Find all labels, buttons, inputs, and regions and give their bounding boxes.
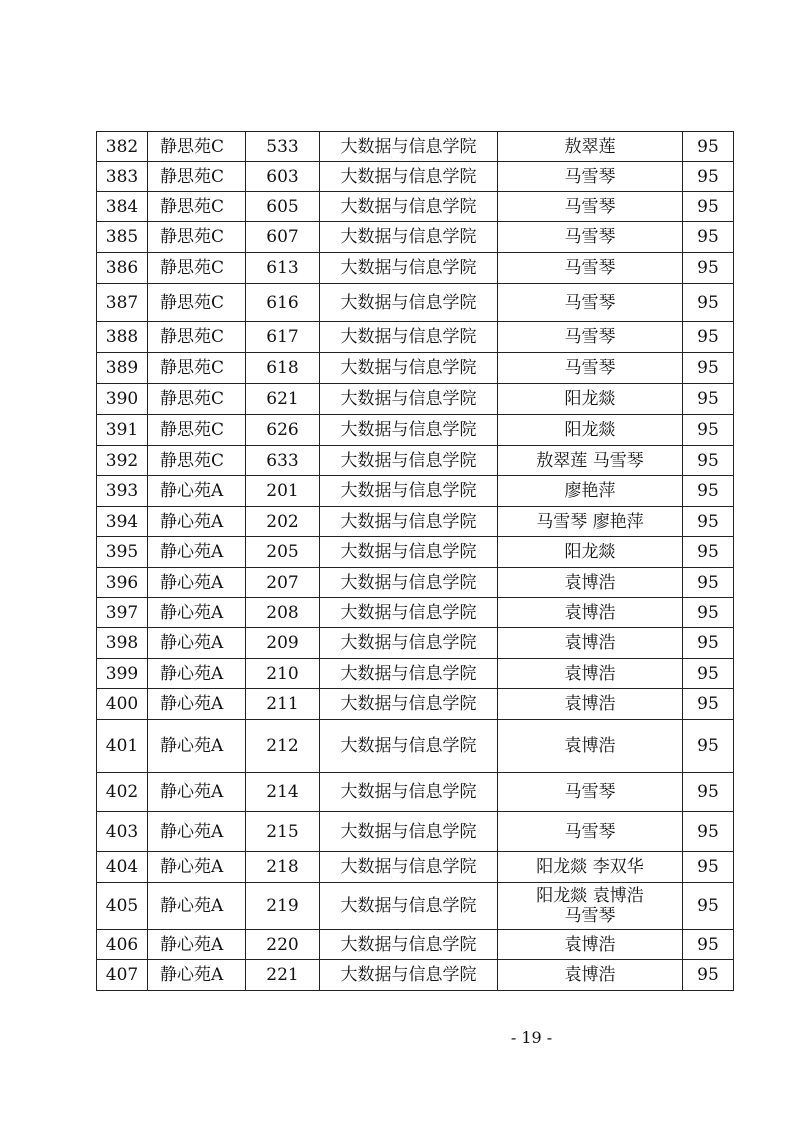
table-row [97, 852, 734, 883]
row-number-cell: 386 [97, 253, 148, 284]
room-cell: 212 [246, 720, 320, 773]
building-cell: 静思苑C [148, 132, 246, 162]
row-number-cell: 393 [97, 476, 148, 507]
score-cell: 95 [683, 322, 734, 353]
building-cell: 静思苑C [148, 162, 246, 192]
building-cell: 静思苑C [148, 222, 246, 253]
college-cell: 大数据与信息学院 [320, 222, 498, 253]
college-cell: 大数据与信息学院 [320, 537, 498, 568]
table-row [97, 415, 734, 446]
score-cell: 95 [683, 353, 734, 384]
table-row [97, 689, 734, 720]
score-cell: 95 [683, 628, 734, 659]
counselor-cell: 袁博浩 [498, 930, 683, 960]
college-cell: 大数据与信息学院 [320, 628, 498, 659]
building-cell: 静心苑A [148, 476, 246, 507]
counselor-cell: 袁博浩 [498, 960, 683, 991]
building-cell: 静心苑A [148, 507, 246, 537]
building-cell: 静心苑A [148, 960, 246, 991]
counselor-cell: 马雪琴 [498, 222, 683, 253]
score-cell: 95 [683, 720, 734, 773]
score-cell: 95 [683, 162, 734, 192]
row-number-cell: 399 [97, 659, 148, 689]
building-cell: 静心苑A [148, 537, 246, 568]
row-number-cell: 391 [97, 415, 148, 446]
room-cell: 214 [246, 773, 320, 812]
page-number: - 19 - [510, 1028, 553, 1047]
table-row [97, 659, 734, 689]
room-cell: 603 [246, 162, 320, 192]
college-cell: 大数据与信息学院 [320, 720, 498, 773]
room-cell: 617 [246, 322, 320, 353]
college-cell: 大数据与信息学院 [320, 476, 498, 507]
row-number-cell: 388 [97, 322, 148, 353]
score-cell: 95 [683, 384, 734, 415]
table-row [97, 812, 734, 852]
room-cell: 621 [246, 384, 320, 415]
college-cell: 大数据与信息学院 [320, 253, 498, 284]
row-number-cell: 389 [97, 353, 148, 384]
college-cell: 大数据与信息学院 [320, 507, 498, 537]
building-cell: 静心苑A [148, 852, 246, 883]
counselor-cell: 廖艳萍 [498, 476, 683, 507]
table-row [97, 773, 734, 812]
college-cell: 大数据与信息学院 [320, 353, 498, 384]
table-row [97, 960, 734, 991]
college-cell: 大数据与信息学院 [320, 960, 498, 991]
row-number-cell: 385 [97, 222, 148, 253]
table-row [97, 192, 734, 222]
row-number-cell: 396 [97, 568, 148, 598]
room-cell: 209 [246, 628, 320, 659]
table-row [97, 222, 734, 253]
building-cell: 静思苑C [148, 322, 246, 353]
building-cell: 静思苑C [148, 253, 246, 284]
college-cell: 大数据与信息学院 [320, 852, 498, 883]
college-cell: 大数据与信息学院 [320, 192, 498, 222]
room-cell: 533 [246, 132, 320, 162]
building-cell: 静心苑A [148, 659, 246, 689]
score-cell: 95 [683, 930, 734, 960]
dormitory-score-table [96, 131, 734, 991]
table-row [97, 446, 734, 476]
row-number-cell: 387 [97, 284, 148, 322]
counselor-cell: 马雪琴 [498, 192, 683, 222]
counselor-cell: 袁博浩 [498, 689, 683, 720]
score-cell: 95 [683, 773, 734, 812]
score-cell: 95 [683, 415, 734, 446]
table-row [97, 537, 734, 568]
counselor-cell: 袁博浩 [498, 568, 683, 598]
score-cell: 95 [683, 852, 734, 883]
counselor-cell: 马雪琴 [498, 322, 683, 353]
counselor-cell: 马雪琴 [498, 773, 683, 812]
row-number-cell: 398 [97, 628, 148, 659]
building-cell: 静思苑C [148, 284, 246, 322]
college-cell: 大数据与信息学院 [320, 930, 498, 960]
row-number-cell: 395 [97, 537, 148, 568]
row-number-cell: 406 [97, 930, 148, 960]
college-cell: 大数据与信息学院 [320, 598, 498, 628]
score-cell: 95 [683, 253, 734, 284]
room-cell: 220 [246, 930, 320, 960]
score-cell: 95 [683, 883, 734, 930]
room-cell: 210 [246, 659, 320, 689]
room-cell: 219 [246, 883, 320, 930]
table-row [97, 253, 734, 284]
building-cell: 静心苑A [148, 689, 246, 720]
row-number-cell: 384 [97, 192, 148, 222]
college-cell: 大数据与信息学院 [320, 384, 498, 415]
row-number-cell: 404 [97, 852, 148, 883]
score-cell: 95 [683, 507, 734, 537]
score-cell: 95 [683, 446, 734, 476]
score-cell: 95 [683, 568, 734, 598]
college-cell: 大数据与信息学院 [320, 689, 498, 720]
room-cell: 211 [246, 689, 320, 720]
row-number-cell: 394 [97, 507, 148, 537]
counselor-cell: 阳龙燚 [498, 537, 683, 568]
counselor-cell: 马雪琴 [498, 353, 683, 384]
table-row [97, 568, 734, 598]
row-number-cell: 405 [97, 883, 148, 930]
room-cell: 626 [246, 415, 320, 446]
score-cell: 95 [683, 284, 734, 322]
building-cell: 静思苑C [148, 353, 246, 384]
counselor-cell: 敖翠莲 [498, 132, 683, 162]
row-number-cell: 402 [97, 773, 148, 812]
score-cell: 95 [683, 537, 734, 568]
table-row [97, 598, 734, 628]
table-row [97, 132, 734, 162]
table-row [97, 883, 734, 930]
table-row [97, 322, 734, 353]
college-cell: 大数据与信息学院 [320, 446, 498, 476]
table-row [97, 384, 734, 415]
counselor-cell: 阳龙燚 [498, 384, 683, 415]
college-cell: 大数据与信息学院 [320, 322, 498, 353]
table-row [97, 628, 734, 659]
room-cell: 221 [246, 960, 320, 991]
building-cell: 静心苑A [148, 773, 246, 812]
counselor-cell: 马雪琴 [498, 284, 683, 322]
row-number-cell: 383 [97, 162, 148, 192]
room-cell: 616 [246, 284, 320, 322]
counselor-cell: 阳龙燚 袁博浩 马雪琴 [498, 883, 683, 930]
table-row [97, 720, 734, 773]
score-cell: 95 [683, 960, 734, 991]
score-cell: 95 [683, 192, 734, 222]
building-cell: 静心苑A [148, 568, 246, 598]
counselor-cell: 马雪琴 [498, 162, 683, 192]
room-cell: 202 [246, 507, 320, 537]
score-cell: 95 [683, 689, 734, 720]
room-cell: 215 [246, 812, 320, 852]
college-cell: 大数据与信息学院 [320, 568, 498, 598]
score-cell: 95 [683, 132, 734, 162]
room-cell: 618 [246, 353, 320, 384]
score-cell: 95 [683, 476, 734, 507]
row-number-cell: 382 [97, 132, 148, 162]
college-cell: 大数据与信息学院 [320, 812, 498, 852]
building-cell: 静心苑A [148, 812, 246, 852]
score-cell: 95 [683, 659, 734, 689]
room-cell: 605 [246, 192, 320, 222]
table-body [97, 132, 734, 991]
building-cell: 静思苑C [148, 415, 246, 446]
college-cell: 大数据与信息学院 [320, 162, 498, 192]
building-cell: 静心苑A [148, 628, 246, 659]
counselor-cell: 袁博浩 [498, 628, 683, 659]
table-row [97, 162, 734, 192]
room-cell: 201 [246, 476, 320, 507]
score-cell: 95 [683, 598, 734, 628]
building-cell: 静思苑C [148, 384, 246, 415]
counselor-cell: 阳龙燚 [498, 415, 683, 446]
counselor-cell: 马雪琴 廖艳萍 [498, 507, 683, 537]
room-cell: 218 [246, 852, 320, 883]
counselor-cell: 袁博浩 [498, 598, 683, 628]
room-cell: 607 [246, 222, 320, 253]
building-cell: 静心苑A [148, 720, 246, 773]
building-cell: 静思苑C [148, 192, 246, 222]
counselor-cell: 阳龙燚 李双华 [498, 852, 683, 883]
counselor-cell: 袁博浩 [498, 720, 683, 773]
room-cell: 613 [246, 253, 320, 284]
counselor-cell: 马雪琴 [498, 253, 683, 284]
row-number-cell: 400 [97, 689, 148, 720]
college-cell: 大数据与信息学院 [320, 883, 498, 930]
row-number-cell: 392 [97, 446, 148, 476]
counselor-cell: 马雪琴 [498, 812, 683, 852]
college-cell: 大数据与信息学院 [320, 415, 498, 446]
building-cell: 静心苑A [148, 883, 246, 930]
score-cell: 95 [683, 812, 734, 852]
table-row [97, 284, 734, 322]
room-cell: 207 [246, 568, 320, 598]
row-number-cell: 401 [97, 720, 148, 773]
room-cell: 208 [246, 598, 320, 628]
college-cell: 大数据与信息学院 [320, 659, 498, 689]
table-row [97, 353, 734, 384]
college-cell: 大数据与信息学院 [320, 284, 498, 322]
score-cell: 95 [683, 222, 734, 253]
counselor-cell: 袁博浩 [498, 659, 683, 689]
building-cell: 静心苑A [148, 598, 246, 628]
building-cell: 静心苑A [148, 930, 246, 960]
table-row [97, 507, 734, 537]
building-cell: 静思苑C [148, 446, 246, 476]
table-row [97, 930, 734, 960]
room-cell: 205 [246, 537, 320, 568]
college-cell: 大数据与信息学院 [320, 773, 498, 812]
college-cell: 大数据与信息学院 [320, 132, 498, 162]
row-number-cell: 397 [97, 598, 148, 628]
table-row [97, 476, 734, 507]
row-number-cell: 390 [97, 384, 148, 415]
row-number-cell: 407 [97, 960, 148, 991]
row-number-cell: 403 [97, 812, 148, 852]
counselor-cell: 敖翠莲 马雪琴 [498, 446, 683, 476]
room-cell: 633 [246, 446, 320, 476]
